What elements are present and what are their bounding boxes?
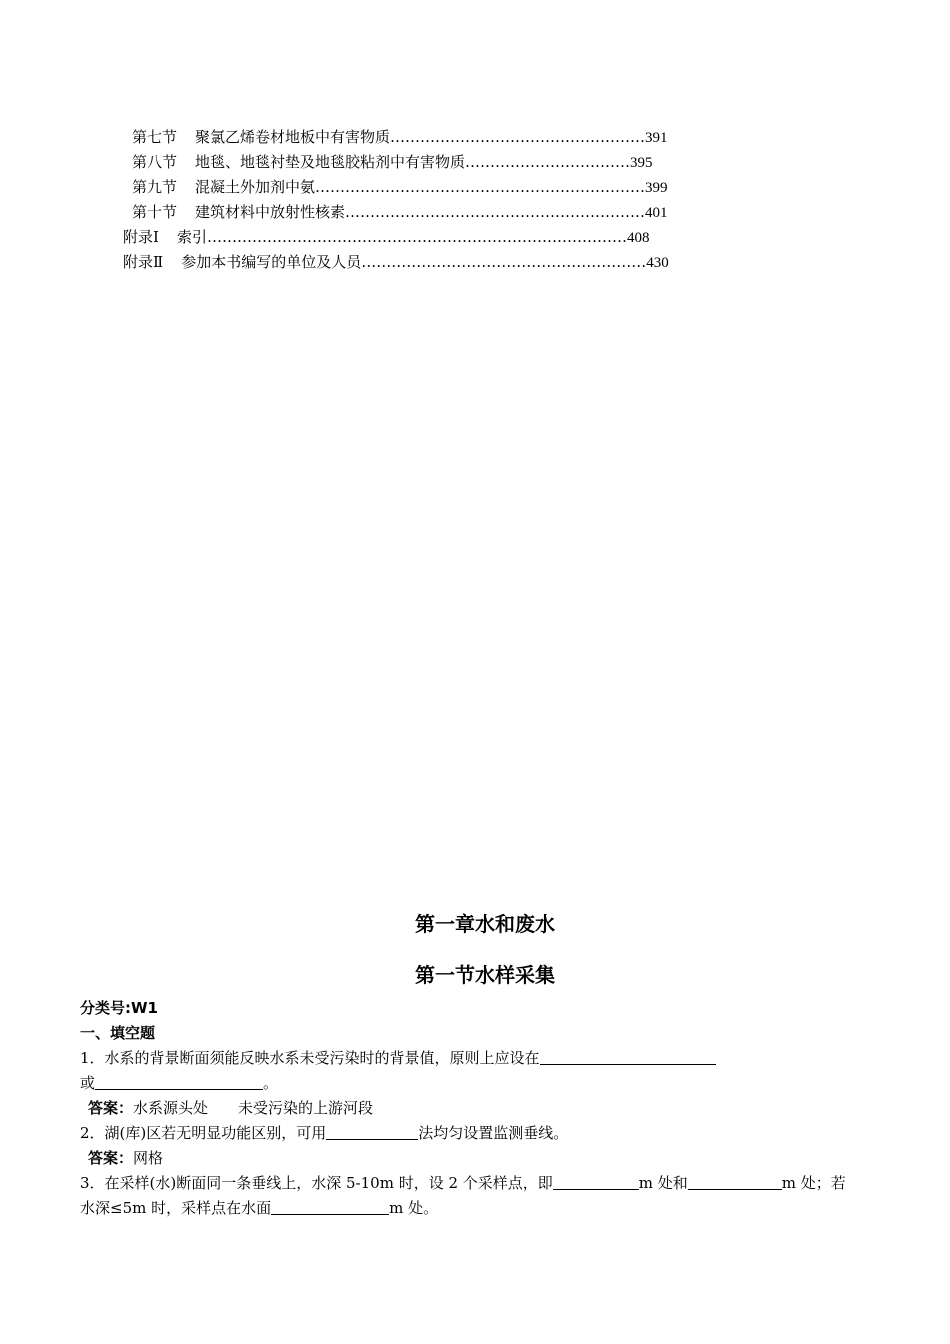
question-text: 或 [80, 1074, 96, 1092]
toc-title: 混凝土外加剂中氨 [195, 178, 316, 196]
answer-1 [80, 1096, 900, 1121]
toc-leader-dots: ………………………………………………………………………… [206, 228, 627, 246]
question-2 [80, 1121, 900, 1146]
section-title: 第一节水样采集 [415, 963, 555, 987]
toc-title: 地毯、地毯衬垫及地毯胶粘剂中有害物质 [195, 153, 466, 171]
question-text: 水深≤5m 时，采样点在水面 [80, 1199, 272, 1217]
toc-title: 索引 [176, 228, 207, 246]
toc-entry[interactable] [132, 175, 668, 199]
question-1-continued [80, 1071, 900, 1096]
question-text: 。 [263, 1074, 279, 1092]
answer-2 [80, 1146, 900, 1171]
toc-title: 参加本书编写的单位及人员 [181, 253, 362, 271]
question-text: 2．湖(库)区若无明显功能区别，可用 [80, 1124, 327, 1142]
question-text: m 处。 [389, 1199, 439, 1217]
toc-entry[interactable] [132, 125, 668, 149]
toc-page-number: 391 [645, 130, 668, 146]
toc-leader-dots: ………………………………………………………… [315, 178, 646, 196]
question-text: 法均匀设置监测垂线。 [418, 1124, 569, 1142]
question-1 [80, 1046, 900, 1071]
toc-section-label: 附录Ⅰ [123, 228, 159, 246]
part-heading: 一、填空题 [80, 1024, 156, 1042]
toc-leader-dots: …………………………………………… [390, 128, 646, 146]
answer-text: 网格 [133, 1149, 164, 1167]
toc-section-label: 第八节 [132, 153, 178, 171]
toc-page-number: 408 [626, 230, 650, 246]
question-text: 3．在采样(水)断面同一条垂线上，水深 5-10m 时，设 2 个采样点，即 [80, 1174, 553, 1192]
answer-label: 答案： [88, 1099, 134, 1117]
answer-blank [326, 1123, 418, 1140]
toc-page-number: 399 [645, 180, 668, 196]
document-body [80, 996, 900, 1221]
toc-entry[interactable] [123, 250, 669, 274]
answer-blank [271, 1198, 389, 1215]
toc-leader-dots: ………………………………………………… [361, 253, 647, 271]
chapter-title: 第一章水和废水 [415, 912, 555, 936]
toc-page-number: 401 [645, 205, 668, 221]
toc-section-label: 第七节 [132, 128, 178, 146]
toc-page-number: 430 [646, 255, 669, 271]
answer-label: 答案： [88, 1149, 134, 1167]
classification-number: 分类号:W1 [80, 999, 158, 1017]
answer-text: 水系源头处 未受污染的上游河段 [133, 1099, 374, 1117]
question-text: m 处和 [638, 1174, 688, 1192]
toc-section-label: 第九节 [132, 178, 178, 196]
toc-page-number: 395 [630, 155, 653, 171]
question-3 [80, 1171, 900, 1196]
toc-title: 聚氯乙烯卷材地板中有害物质 [195, 128, 391, 146]
question-text: 1．水系的背景断面须能反映水系未受污染时的背景值，原则上应设在 [80, 1049, 540, 1067]
answer-blank [540, 1048, 716, 1065]
toc-entry[interactable] [123, 225, 649, 249]
answer-blank [553, 1173, 639, 1190]
toc-entry[interactable] [132, 200, 668, 224]
toc-entry[interactable] [132, 150, 653, 174]
toc-section-label: 第十节 [132, 203, 178, 221]
toc-title: 建筑材料中放射性核素 [195, 203, 346, 221]
toc-leader-dots: …………………………… [465, 153, 631, 171]
toc-leader-dots: …………………………………………………… [345, 203, 646, 221]
toc-section-label: 附录Ⅱ [123, 253, 164, 271]
answer-blank [688, 1173, 782, 1190]
question-text: m 处；若 [781, 1174, 846, 1192]
answer-blank [95, 1073, 263, 1090]
question-3-continued [80, 1196, 900, 1221]
